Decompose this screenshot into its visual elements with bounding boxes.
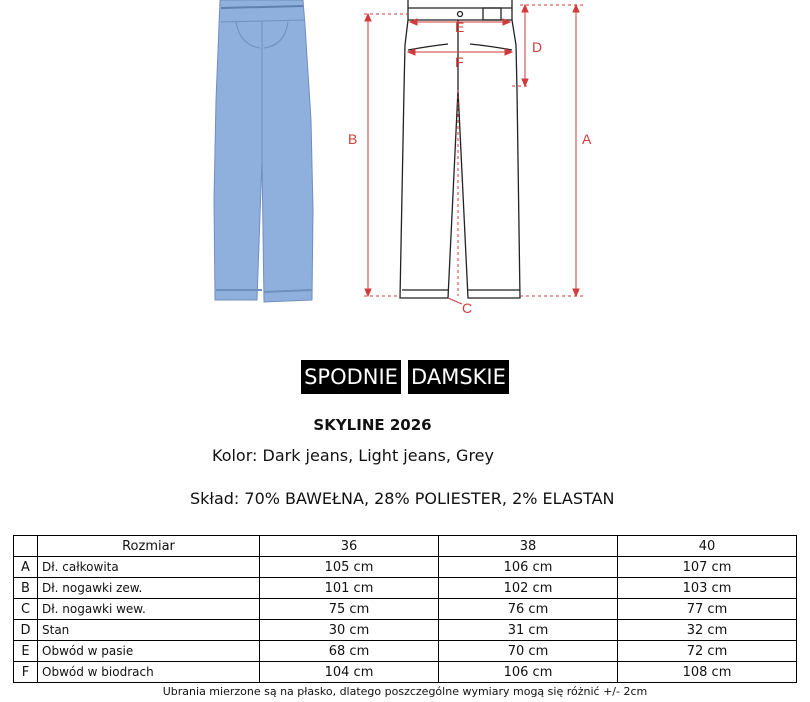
row-label: Stan (38, 620, 260, 641)
row-code: E (14, 641, 38, 662)
table-header-row (14, 536, 797, 557)
table-cell: 101 cm (260, 578, 439, 599)
size-table (13, 535, 797, 683)
table-cell: 30 cm (260, 620, 439, 641)
table-cell: 107 cm (618, 557, 797, 578)
table-cell: 108 cm (618, 662, 797, 683)
label-c: C (462, 300, 473, 316)
row-code: B (14, 578, 38, 599)
label-a: A (582, 131, 592, 147)
dimension-lines (364, 5, 585, 304)
row-label: Obwód w biodrach (38, 662, 260, 683)
header-size-36: 36 (260, 536, 439, 557)
page-title (0, 360, 810, 394)
table-cell: 103 cm (618, 578, 797, 599)
composition-line: Skład: 70% BAWEŁNA, 28% POLIESTER, 2% ELASTAN (190, 489, 615, 508)
header-size-38: 38 (439, 536, 618, 557)
table-cell: 106 cm (439, 557, 618, 578)
row-label: Dł. nogawki wew. (38, 599, 260, 620)
header-code-cell (14, 536, 38, 557)
row-code: C (14, 599, 38, 620)
size-illustration (0, 0, 810, 330)
title-word-2: DAMSKIE (408, 360, 509, 394)
row-label: Dł. nogawki zew. (38, 578, 260, 599)
illustration-svg (0, 0, 810, 330)
table-cell: 72 cm (618, 641, 797, 662)
color-line: Kolor: Dark jeans, Light jeans, Grey (212, 446, 494, 465)
row-code: A (14, 557, 38, 578)
table-row (14, 662, 797, 683)
label-e: E (455, 19, 465, 35)
jeans-photo (214, 0, 313, 302)
header-size-40: 40 (618, 536, 797, 557)
title-word-1: SPODNIE (301, 360, 401, 394)
table-cell: 105 cm (260, 557, 439, 578)
row-label: Obwód w pasie (38, 641, 260, 662)
table-cell: 104 cm (260, 662, 439, 683)
table-row (14, 557, 797, 578)
table-row (14, 620, 797, 641)
table-cell: 75 cm (260, 599, 439, 620)
measurement-footnote: Ubrania mierzone są na płasko, dlatego poszczególne wymiary mogą się różnić +/- 2cm (162, 685, 648, 698)
trousers-drawing (400, 0, 520, 298)
table-cell: 77 cm (618, 599, 797, 620)
table-cell: 102 cm (439, 578, 618, 599)
row-code: F (14, 662, 38, 683)
header-label-cell: Rozmiar (38, 536, 260, 557)
table-cell: 68 cm (260, 641, 439, 662)
table-row (14, 578, 797, 599)
label-b: B (348, 131, 358, 147)
table-cell: 31 cm (439, 620, 618, 641)
table-row (14, 641, 797, 662)
table-cell: 32 cm (618, 620, 797, 641)
table-cell: 106 cm (439, 662, 618, 683)
row-label: Dł. całkowita (38, 557, 260, 578)
label-f: F (455, 54, 464, 70)
label-d: D (532, 39, 543, 55)
table-row (14, 599, 797, 620)
row-code: D (14, 620, 38, 641)
table-cell: 70 cm (439, 641, 618, 662)
table-cell: 76 cm (439, 599, 618, 620)
product-name: SKYLINE 2026 (313, 416, 432, 434)
